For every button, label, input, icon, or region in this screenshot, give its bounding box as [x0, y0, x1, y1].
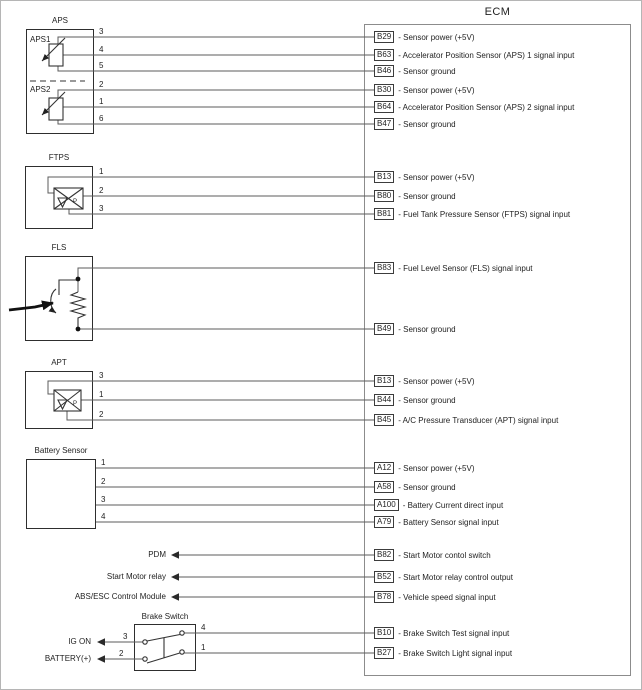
sensor-pin-number: 3 [123, 632, 128, 641]
pin-description: - Sensor power (+5V) [398, 463, 475, 473]
svg-text:P: P [73, 401, 78, 407]
sensor-pin-number: 3 [99, 204, 104, 213]
pin-id-box: B45 [374, 414, 394, 426]
sensor-box-apt [25, 371, 93, 429]
wires-group [48, 37, 376, 659]
sensor-pin-number: 2 [99, 410, 104, 419]
pin-id-box: B13 [374, 171, 394, 183]
sensor-name-label: Battery Sensor [34, 446, 88, 455]
left-arrowhead [97, 638, 105, 646]
brake-switch-box [134, 624, 196, 671]
ecm-pin-row [374, 414, 558, 426]
ecm-pin-row [374, 571, 513, 583]
brake-left-target-label: BATTERY(+) [44, 654, 91, 663]
pin-id-box: A58 [374, 481, 394, 493]
sensor-name-label: APT [51, 358, 67, 367]
wire [58, 120, 376, 124]
pin-description: - Sensor ground [398, 482, 456, 492]
pin-id-box: B13 [374, 375, 394, 387]
ecm-pin-row [374, 208, 570, 220]
pin-id-box: B80 [374, 190, 394, 202]
pin-description: - Sensor ground [398, 395, 456, 405]
sensor-pin-number: 2 [99, 80, 104, 89]
wire [67, 411, 376, 420]
pin-description: - Start Motor relay control output [398, 572, 513, 582]
ecm-pin-row [374, 375, 475, 387]
sensor-pin-number: 4 [201, 623, 206, 632]
sensor-pin-number: 3 [101, 495, 106, 504]
pin-description: - Sensor ground [398, 119, 456, 129]
ecm-pin-row [374, 549, 491, 561]
svg-text:P: P [73, 199, 78, 205]
pin-description: - Sensor ground [398, 324, 456, 334]
sensor-pin-number: 1 [101, 458, 106, 467]
sensor-box-aps [26, 29, 94, 134]
pin-description: - Brake Switch Test signal input [398, 628, 510, 638]
pin-description: - Accelerator Position Sensor (APS) 2 signal input [398, 102, 575, 112]
ecm-pin-row [374, 516, 499, 528]
pin-id-box: B49 [374, 323, 394, 335]
pin-id-box: B52 [374, 571, 394, 583]
sensor-box-ftps [25, 166, 93, 229]
sensor-name-label: APS [51, 16, 68, 25]
sensor-pin-number: 3 [99, 27, 104, 36]
sensor-pin-number: 4 [101, 512, 106, 521]
sensor-pin-number: 1 [201, 643, 206, 652]
sensor-pin-number: 6 [99, 114, 104, 123]
pin-id-box: B47 [374, 118, 394, 130]
pin-description: - A/C Pressure Transducer (APT) signal input [398, 415, 559, 425]
wire [78, 318, 376, 329]
pin-id-box: B82 [374, 549, 394, 561]
pin-description: - Start Motor contol switch [398, 550, 491, 560]
pin-description: - Sensor ground [398, 66, 456, 76]
left-arrowhead [97, 655, 105, 663]
left-arrowhead [171, 593, 179, 601]
pin-id-box: B81 [374, 208, 394, 220]
ecm-pin-row [374, 118, 456, 130]
ecm-pin-row [374, 499, 503, 511]
left-arrowhead [171, 551, 179, 559]
ecm-title: ECM [484, 6, 511, 18]
sensor-sub-label: APS2 [30, 85, 51, 94]
wire [48, 381, 376, 394]
left-arrowhead [171, 573, 179, 581]
pin-description: - Accelerator Position Sensor (APS) 1 signal input [398, 50, 575, 60]
ecm-pin-row [374, 49, 574, 61]
pin-description: - Sensor power (+5V) [398, 85, 475, 95]
sensor-box-battery-sensor [26, 459, 96, 529]
pin-id-box: B78 [374, 591, 394, 603]
sensor-pin-number: 3 [99, 371, 104, 380]
wire [58, 66, 376, 71]
sensor-pin-number: 1 [99, 97, 104, 106]
pin-id-box: B10 [374, 627, 394, 639]
external-module-label: PDM [148, 550, 166, 559]
pin-id-box: A79 [374, 516, 394, 528]
pin-description: - Battery Current direct input [402, 500, 504, 510]
sensor-pin-number: 2 [119, 649, 124, 658]
wire [48, 177, 376, 193]
sensor-box-fls [25, 256, 93, 341]
external-module-label: ABS/ESC Control Module [74, 592, 166, 601]
sensor-pin-number: 2 [99, 186, 104, 195]
wire [69, 209, 376, 214]
brake-left-target-label: IG ON [68, 637, 91, 646]
pin-id-box: B29 [374, 31, 394, 43]
pin-description: - Fuel Level Sensor (FLS) signal input [398, 263, 533, 273]
wire [58, 90, 376, 98]
ecm-pin-row [374, 84, 475, 96]
ecm-pin-row [374, 591, 496, 603]
sensor-pin-number: 1 [99, 167, 104, 176]
pin-description: - Sensor ground [398, 191, 456, 201]
sensor-sub-label: APS1 [30, 35, 51, 44]
pin-id-box: A12 [374, 462, 394, 474]
pin-id-box: B30 [374, 84, 394, 96]
ecm-pin-row [374, 31, 475, 43]
ecm-pin-row [374, 647, 512, 659]
wire [78, 268, 376, 292]
pin-description: - Sensor power (+5V) [398, 172, 475, 182]
sensor-pin-number: 1 [99, 390, 104, 399]
ecm-pin-row [374, 101, 574, 113]
pin-id-box: B83 [374, 262, 394, 274]
sensor-name-label: FTPS [48, 153, 70, 162]
ecm-pin-row [374, 394, 456, 406]
ecm-pin-row [374, 190, 456, 202]
pin-description: - Sensor power (+5V) [398, 376, 475, 386]
sensor-pin-number: 4 [99, 45, 104, 54]
ecm-pin-row [374, 627, 509, 639]
sensor-pin-number: 5 [99, 61, 104, 70]
ecm-pin-row [374, 462, 475, 474]
pin-description: - Battery Sensor signal input [398, 517, 499, 527]
ecm-pin-row [374, 481, 456, 493]
ecm-pin-row [374, 171, 475, 183]
sensor-name-label: FLS [51, 243, 67, 252]
wire [58, 37, 376, 44]
ecm-pin-row [374, 323, 456, 335]
pin-id-box: B44 [374, 394, 394, 406]
pin-id-box: B46 [374, 65, 394, 77]
external-module-label: Start Motor relay [106, 572, 166, 581]
brake-switch-label: Brake Switch [141, 612, 189, 621]
pin-id-box: B27 [374, 647, 394, 659]
pin-id-box: A100 [374, 499, 399, 511]
pin-description: - Fuel Tank Pressure Sensor (FTPS) signal input [398, 209, 571, 219]
pin-id-box: B64 [374, 101, 394, 113]
pin-id-box: B63 [374, 49, 394, 61]
ecm-pin-row [374, 65, 456, 77]
pin-description: - Brake Switch Light signal input [398, 648, 513, 658]
pin-description: - Vehicle speed signal input [398, 592, 496, 602]
sensor-pin-number: 2 [101, 477, 106, 486]
ecm-pin-row [374, 262, 533, 274]
pin-description: - Sensor power (+5V) [398, 32, 475, 42]
